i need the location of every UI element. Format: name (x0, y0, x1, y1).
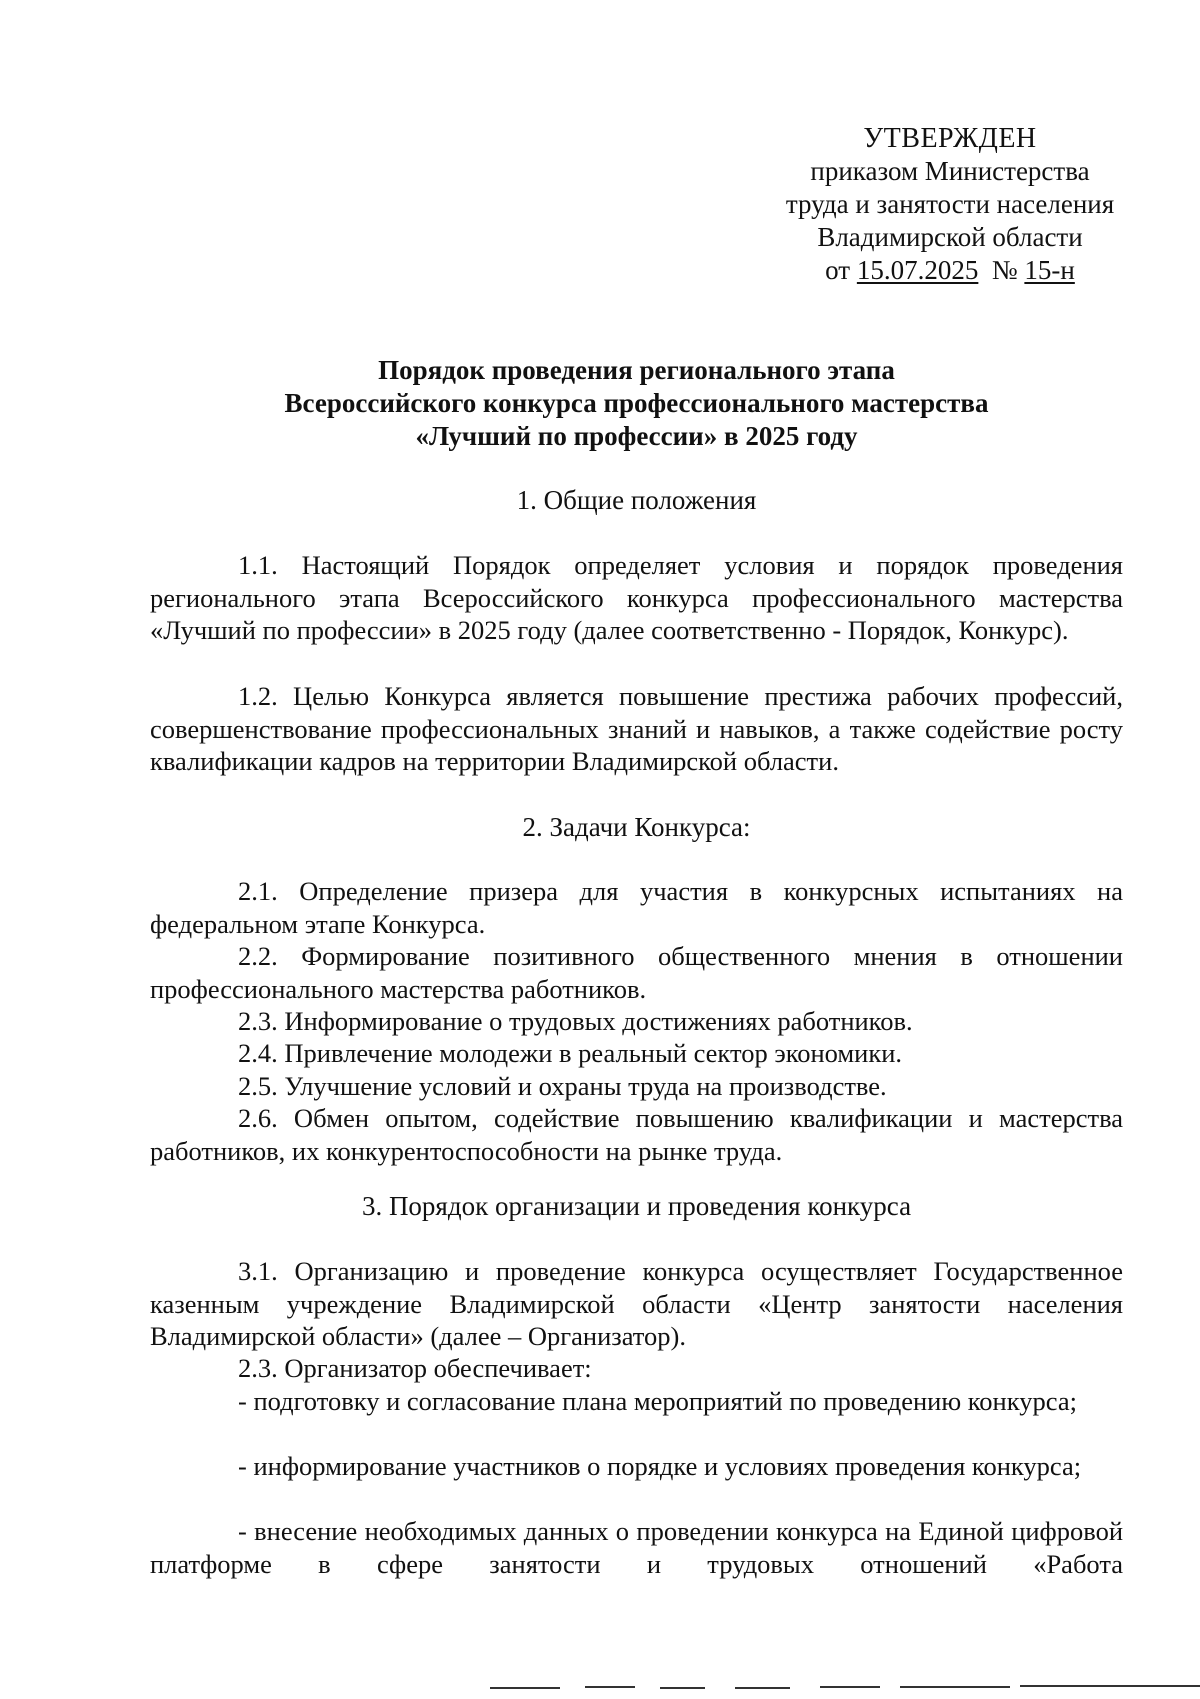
approval-stamp-block (760, 122, 1140, 287)
approval-line-3: Владимирской области (817, 222, 1083, 252)
approval-date-line (760, 254, 1140, 287)
approval-number-prefix: № (991, 255, 1018, 285)
scan-edge-marks (490, 1684, 1200, 1692)
paragraph-2-1: 2.1. Определение призера для участия в конкурсных испытаниях на федеральном этапе Конкурса. (150, 876, 1123, 939)
approval-heading: УТВЕРЖДЕН (863, 123, 1037, 154)
paragraph-3-3: - подготовку и согласование плана мероприятий по проведению конкурса; (238, 1386, 1077, 1416)
document-title (150, 354, 1123, 453)
paragraph-1-1: 1.1. Настоящий Порядок определяет условия и порядок проведения регионального этапа Всероссийского конкурса профессионального мастерства «Лучший по профессии» в 2025 году (далее соответственно - Порядок, Конкурс). (150, 550, 1123, 646)
approval-date-prefix: от (825, 255, 851, 285)
paragraph-3-1: 3.1. Организацию и проведение конкурса осуществляет Государственное казенным учреждение Владимирской области «Центр занятости населения Владимирской области» (далее – Организатор). (150, 1256, 1123, 1352)
section-2-heading: 2. Задачи Конкурса: (522, 812, 751, 842)
section-3-heading: 3. Порядок организации и проведения конкурса (361, 1191, 912, 1221)
approval-line-2: труда и занятости населения (785, 189, 1115, 219)
title-line-1: Порядок проведения регионального этапа (378, 355, 895, 385)
paragraph-2-3: 2.3. Информирование о трудовых достижениях работников. (238, 1006, 913, 1036)
paragraph-1-2: 1.2. Целью Конкурса является повышение престижа рабочих профессий, совершенствование профессиональных знаний и навыков, а также содействие росту квалификации кадров на территории Владимирской области. (150, 681, 1123, 777)
section-1-heading: 1. Общие положения (516, 485, 757, 515)
paragraph-3-4: - информирование участников о порядке и условиях проведения конкурса; (238, 1451, 1082, 1481)
approval-number: 15-н (1024, 255, 1075, 285)
paragraph-2-6: 2.6. Обмен опытом, содействие повышению квалификации и мастерства работников, их конкурентоспособности на рынке труда. (150, 1103, 1123, 1166)
title-line-3: «Лучший по профессии» в 2025 году (415, 421, 858, 451)
paragraph-3-2: 2.3. Организатор обеспечивает: (238, 1353, 592, 1383)
paragraph-2-4: 2.4. Привлечение молодежи в реальный сектор экономики. (238, 1038, 903, 1068)
approval-date: 15.07.2025 (856, 255, 979, 285)
paragraph-3-5: - внесение необходимых данных о проведении конкурса на Единой цифровой платформе в сфере занятости и трудовых отношений «Работа (150, 1516, 1123, 1579)
paragraph-2-2: 2.2. Формирование позитивного общественного мнения в отношении профессионального мастерства работников. (150, 941, 1123, 1004)
paragraph-2-5: 2.5. Улучшение условий и охраны труда на производстве. (238, 1071, 887, 1101)
approval-line-1: приказом Министерства (810, 156, 1090, 186)
title-line-2: Всероссийского конкурса профессионального мастерства (284, 388, 989, 418)
